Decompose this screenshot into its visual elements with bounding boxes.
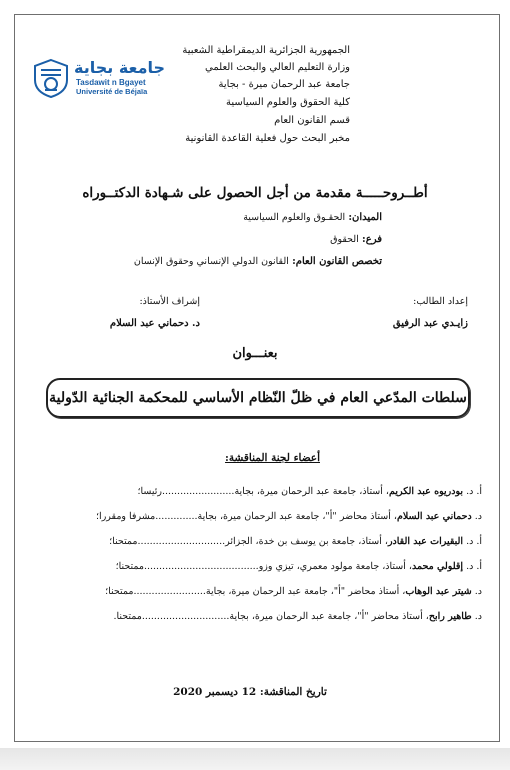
member-name: إقلولي محمد bbox=[411, 561, 464, 572]
member-detail: ، أستاذ محاضر "أ"، جامعة عبد الرحمان ميرة، بجاية bbox=[229, 611, 429, 622]
member-name: البقيرات عبد القادر bbox=[387, 536, 464, 547]
viewer-bottom-band bbox=[0, 748, 510, 770]
supervisor-name: د. دحماني عبد السلام bbox=[109, 318, 200, 329]
branch-line bbox=[82, 234, 382, 245]
defense-date-line bbox=[100, 686, 400, 698]
logo-kabyle-text: Tasdawit n Bgayet bbox=[76, 78, 146, 87]
member-prefix: أ. د. bbox=[466, 486, 482, 497]
member-name: طاهير رابح bbox=[428, 611, 472, 622]
thesis-type-title: أطــروحـــــة مقدمة من أجل الحصول على شـهادة الدكتــوراه bbox=[82, 185, 428, 201]
member-prefix: د. bbox=[474, 586, 482, 597]
institution-line-4: كلية الحقوق والعلوم السياسية bbox=[226, 97, 350, 108]
specialty-value: القانون الدولي الإنساني وحقوق الإنسان bbox=[133, 256, 289, 267]
member-role: ممتحنا؛ bbox=[105, 586, 134, 597]
committee-member: أ. د. البقيرات عبد القادر، أستاذ، جامعة بن يوسف بن خدة، الجزائر.............................ممتحنا؛ bbox=[109, 536, 482, 547]
branch-value: الحقوق bbox=[330, 234, 359, 245]
institution-line-5: قسم القانون العام bbox=[274, 115, 350, 126]
member-name: بودريوه عبد الكريم bbox=[389, 486, 464, 497]
defense-date-label: تاريخ المناقشة: bbox=[259, 686, 327, 698]
committee-heading: أعضاء لجنة المناقشة: bbox=[225, 452, 320, 464]
branch-label: فرع: bbox=[362, 234, 382, 245]
supervisor-label: إشراف الأستاذ: bbox=[139, 296, 200, 307]
member-detail: ، أستاذ، جامعة مولود معمري، تيزي وزو bbox=[258, 561, 412, 572]
member-name: شيتر عبد الوهاب bbox=[405, 586, 472, 597]
member-detail: ، أستاذ، جامعة بن يوسف بن خدة، الجزائر bbox=[225, 536, 388, 547]
committee-member: أ. د. بودريوه عبد الكريم، أستاذ، جامعة عبد الرحمان ميرة، بجاية........................رئيسا؛ bbox=[137, 486, 482, 497]
logo-french-text: Université de Béjaïa bbox=[76, 87, 148, 96]
committee-member: د. طاهير رابح، أستاذ محاضر "أ"، جامعة عبد الرحمان ميرة، بجاية.............................ممتحنا. bbox=[113, 611, 482, 622]
member-prefix: د. bbox=[474, 611, 482, 622]
member-role: ممتحنا؛ bbox=[115, 561, 144, 572]
member-role: مشرفا ومقررا؛ bbox=[96, 511, 156, 522]
subject-heading: بعنـــوان bbox=[232, 346, 278, 361]
member-role: ممتحنا. bbox=[113, 611, 142, 622]
member-role: ممتحنا؛ bbox=[109, 536, 138, 547]
institution-line-6: مخبر البحث حول فعلية القاعدة القانونية bbox=[185, 133, 350, 144]
university-emblem-icon bbox=[32, 58, 70, 98]
institution-line-2: وزارة التعليم العالي والبحث العلمي bbox=[205, 62, 350, 73]
specialty-line bbox=[82, 256, 382, 267]
member-prefix: د. bbox=[474, 511, 482, 522]
thesis-title-frame bbox=[46, 378, 470, 418]
student-label: إعداد الطالب: bbox=[413, 296, 468, 307]
member-prefix: أ. د. bbox=[466, 561, 482, 572]
specialty-label: تخصص القانون العام: bbox=[292, 256, 382, 267]
member-detail: ، أستاذ، جامعة عبد الرحمان ميرة، بجاية bbox=[234, 486, 389, 497]
field-label: الميدان: bbox=[348, 212, 382, 223]
member-detail: ، أستاذ محاضر "أ"، جامعة عبد الرحمان ميرة، بجاية bbox=[197, 511, 397, 522]
field-line bbox=[82, 212, 382, 223]
committee-member: د. شيتر عبد الوهاب، أستاذ محاضر "أ"، جامعة عبد الرحمان ميرة، بجاية........................ممتحنا؛ bbox=[105, 586, 482, 597]
thesis-title: سلطات المدّعي العام في ظلّ النّظام الأساسي للمحكمة الجنائية الدّولية bbox=[49, 390, 467, 406]
member-detail: ، أستاذ محاضر "أ"، جامعة عبد الرحمان ميرة، بجاية bbox=[205, 586, 406, 597]
member-prefix: أ. د. bbox=[466, 536, 482, 547]
university-logo bbox=[32, 58, 166, 98]
institution-line-1: الجمهورية الجزائرية الديمقراطية الشعبية bbox=[182, 45, 350, 56]
student-name: زايـدي عبد الرفيق bbox=[392, 318, 468, 329]
committee-member: أ. د. إقلولي محمد، أستاذ، جامعة مولود معمري، تيزي وزو......................................ممتحنا؛ bbox=[115, 561, 482, 572]
field-value: الحقـوق والعلوم السياسية bbox=[243, 212, 346, 223]
logo-arabic-text: جامعة بجاية bbox=[74, 58, 166, 77]
committee-member: د. دحماني عبد السلام، أستاذ محاضر "أ"، جامعة عبد الرحمان ميرة، بجاية..............مشرفا ومقررا؛ bbox=[96, 511, 482, 522]
institution-line-3: جامعة عبد الرحمان ميرة - بجاية bbox=[218, 79, 350, 90]
member-name: دحماني عبد السلام bbox=[396, 511, 472, 522]
member-role: رئيسا؛ bbox=[137, 486, 162, 497]
defense-date-value: 12 ديسمبر 2020 bbox=[173, 686, 257, 698]
